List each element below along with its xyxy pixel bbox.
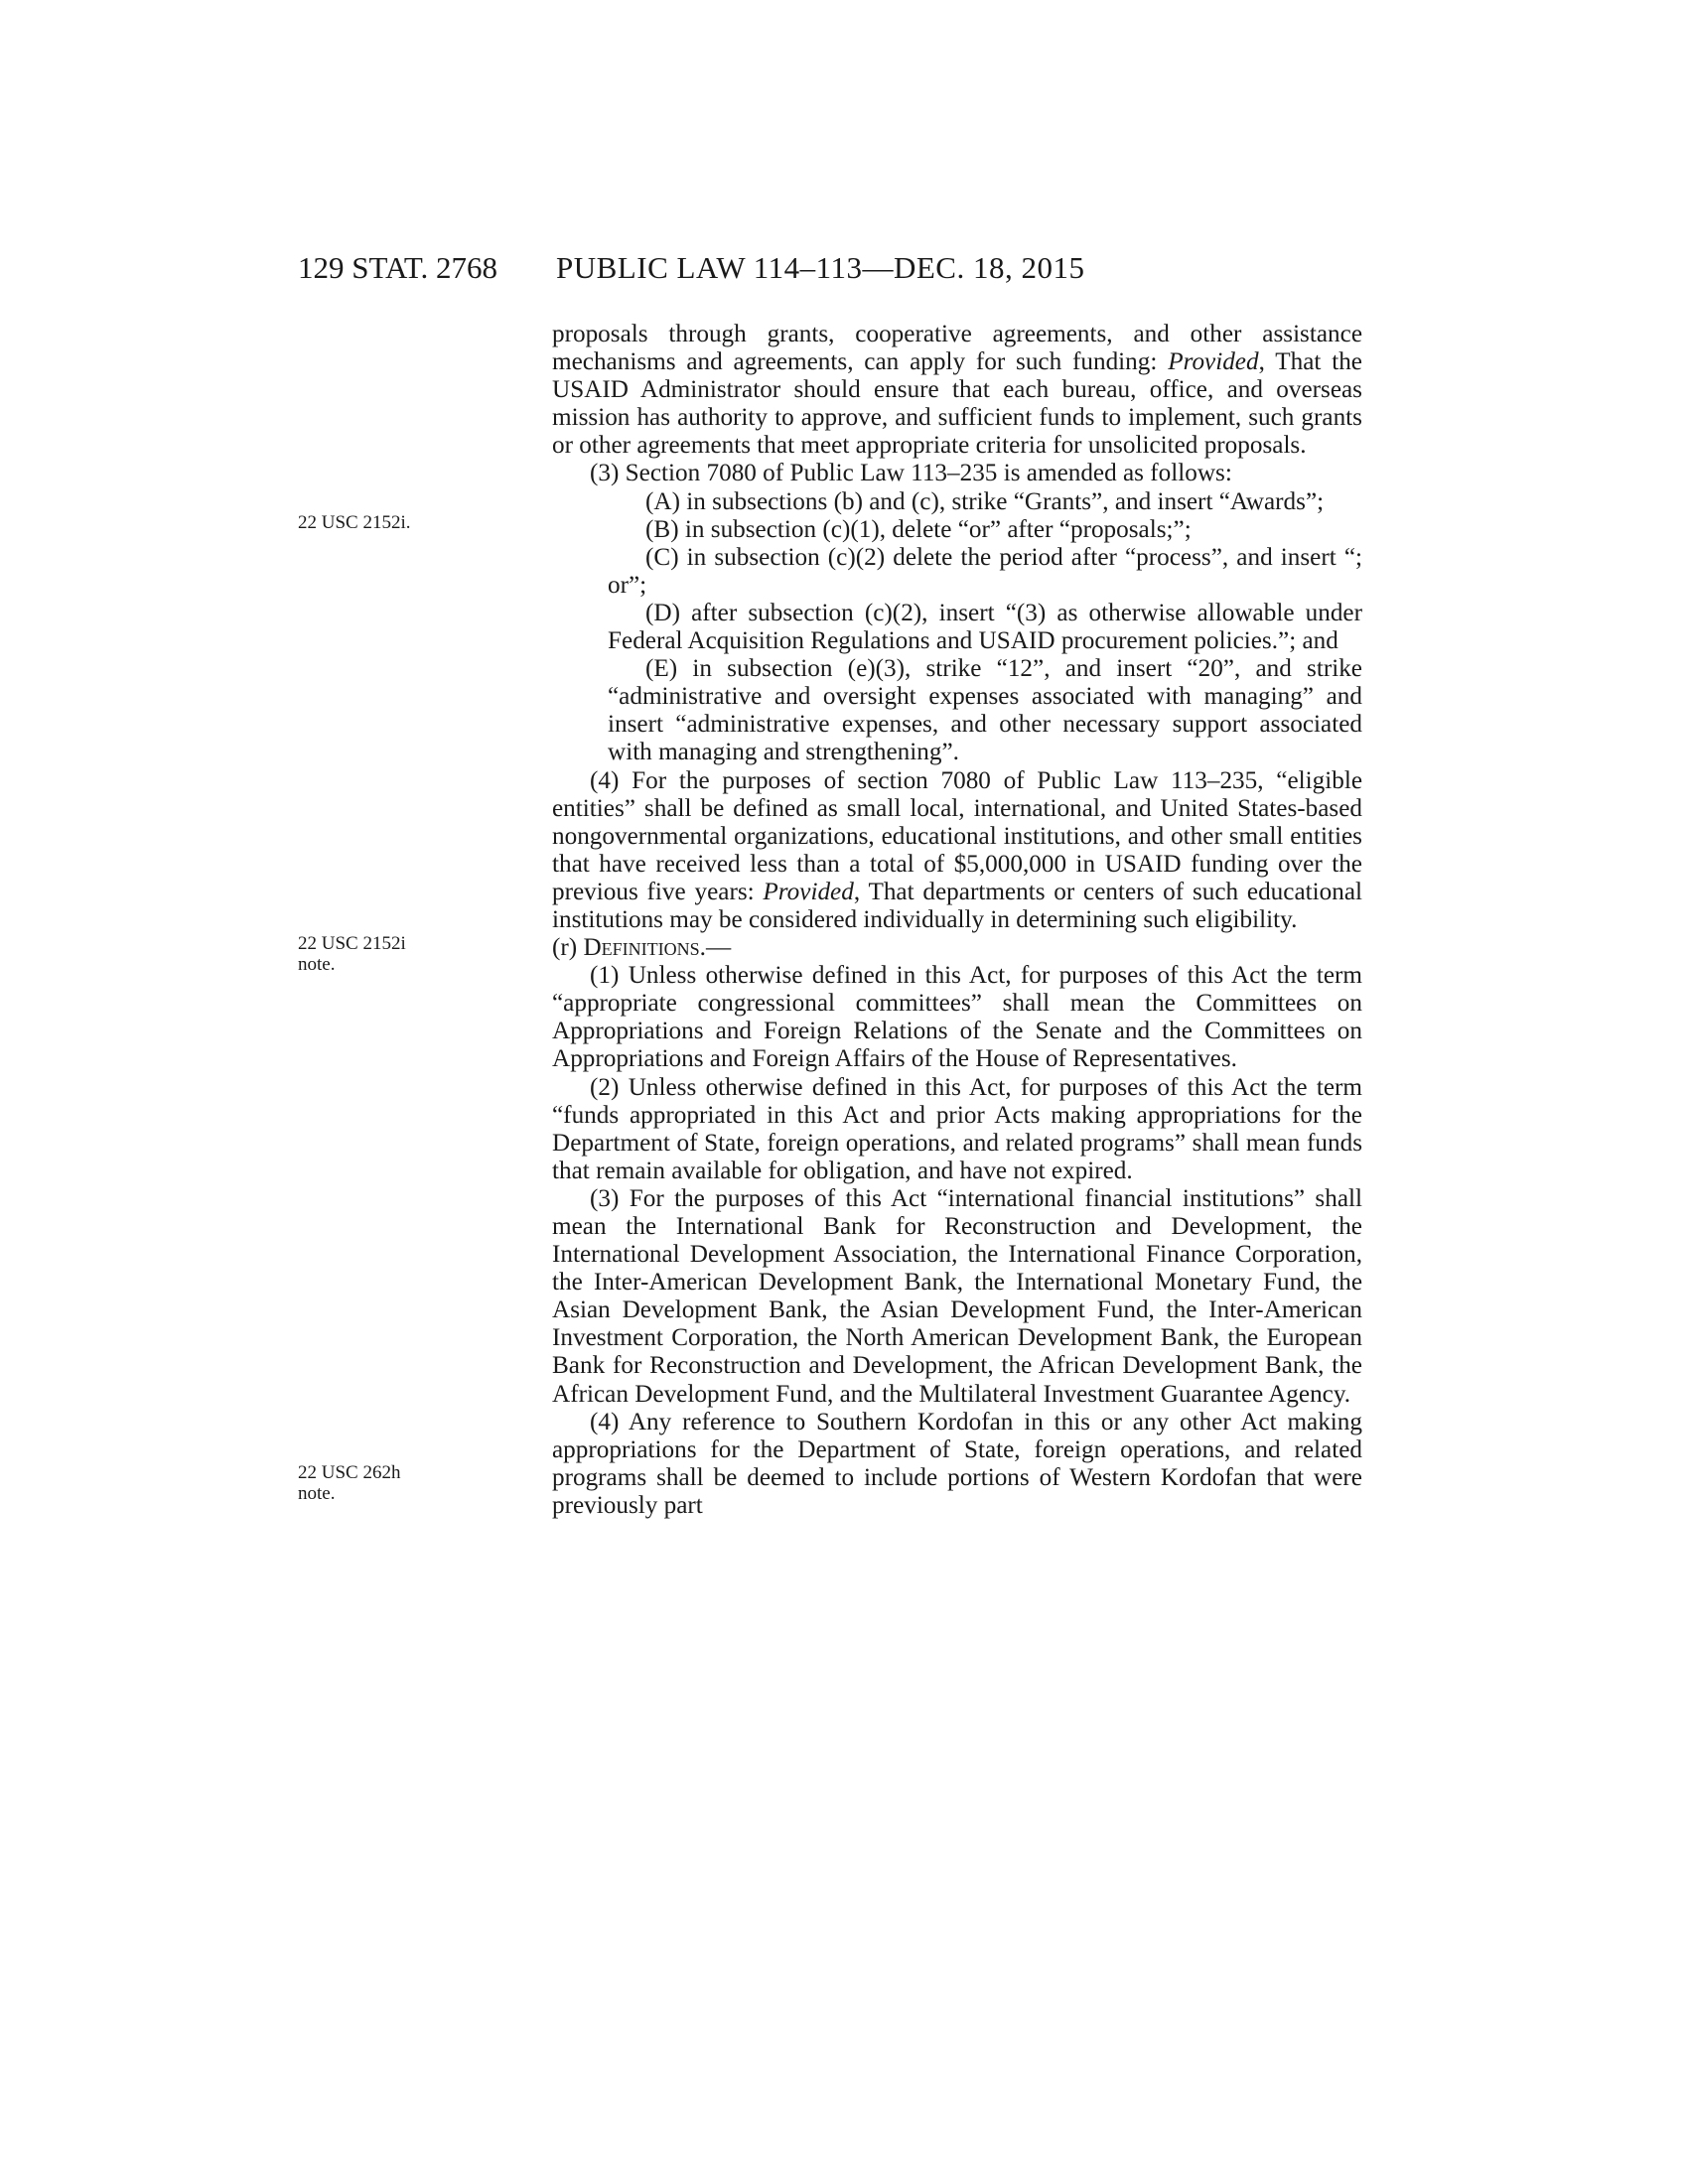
margin-note-line: 22 USC 262h bbox=[298, 1462, 401, 1483]
definition-2: (2) Unless otherwise defined in this Act, for purposes of this Act the term “funds appropriated in this Act and prior Acts making appropriations for the Department of State, foreign operations, and related programs” shall mean funds that remain available for obligation, and have not expired. bbox=[552, 1073, 1362, 1184]
section-r-definitions-heading: (r) Definitions.— bbox=[552, 934, 732, 962]
subparagraph-a: (A) in subsections (b) and (c), strike “Grants”, and insert “Awards”; bbox=[645, 487, 1325, 515]
definition-3: (3) For the purposes of this Act “international financial institutions” shall mean the International Bank for Reconstruction and Development, the International Development Association, the International Finance Corporation, the Inter-American Development Bank, the International Monetary Fund, the Asian Development Bank, the Asian Development Fund, the Inter-American Investment Corporation, the North American Development Bank, the European Bank for Reconstruction and Development, the African Development Bank, the African Development Fund, and the Multilateral Investment Guarantee Agency. bbox=[552, 1184, 1362, 1408]
provided-italic: Provided bbox=[1168, 348, 1259, 376]
subparagraph-b: (B) in subsection (c)(1), delete “or” after “proposals;”; bbox=[645, 515, 1192, 543]
margin-note-line: note. bbox=[298, 954, 336, 975]
paragraph-3-section-7080: (3) Section 7080 of Public Law 113–235 is amended as follows: bbox=[590, 460, 1232, 487]
margin-note-line: 22 USC 2152i. bbox=[298, 512, 411, 533]
paragraph-4-eligible-entities: (4) For the purposes of section 7080 of Public Law 113–235, “eligible entities” shall be defined as small local, international, and United States-based nongovernmental organizations, educational institutions, and other small entities that have received less than a total of $5,000,000 in USAID funding over the previous five years: Provided, That departments or centers of such educational institutions may be considered individually in determining such eligibility. bbox=[552, 766, 1362, 933]
margin-note-usc-262h-note bbox=[298, 1462, 526, 1504]
page-title: PUBLIC LAW 114–113—DEC. 18, 2015 bbox=[556, 250, 1085, 285]
page-header bbox=[298, 248, 1362, 288]
paragraph-proposals: proposals through grants, cooperative agreements, and other assistance mechanisms and agreements, can apply for such funding: Provided, That the USAID Administrator should ensure that each bureau, office, and overseas mission has authority to approve, and sufficient funds to implement, such grants or other agreements that meet appropriate criteria for unsolicited proposals. bbox=[552, 321, 1362, 460]
margin-note-usc-2152i-note bbox=[298, 933, 526, 975]
subparagraph-c: (C) in subsection (c)(2) delete the period after “process”, and insert “; or”; bbox=[608, 543, 1362, 599]
subparagraph-d: (D) after subsection (c)(2), insert “(3) as otherwise allowable under Federal Acquisition Regulations and USAID procurement policies.”; and bbox=[608, 599, 1362, 655]
definition-1: (1) Unless otherwise defined in this Act, for purposes of this Act the term “appropriate congressional committees” shall mean the Committees on Appropriations and Foreign Relations of the Senate and the Committees on Appropriations and Foreign Affairs of the House of Representatives. bbox=[552, 962, 1362, 1073]
margin-note-line: 22 USC 2152i bbox=[298, 933, 406, 954]
margin-note-usc-2152i bbox=[298, 512, 526, 533]
provided-italic: Provided bbox=[763, 878, 854, 905]
stat-page-number: 129 STAT. 2768 bbox=[298, 250, 498, 285]
statute-body bbox=[552, 321, 1362, 1520]
margin-note-line: note. bbox=[298, 1483, 336, 1504]
definition-4: (4) Any reference to Southern Kordofan in this or any other Act making appropriations for the Department of State, foreign operations, and related programs shall be deemed to include portions of Western Kordofan that were previously part bbox=[552, 1408, 1362, 1519]
subparagraph-e: (E) in subsection (e)(3), strike “12”, and insert “20”, and strike “administrative and oversight expenses associated with managing” and insert “administrative expenses, and other necessary support associated with managing and strengthening”. bbox=[608, 655, 1362, 766]
